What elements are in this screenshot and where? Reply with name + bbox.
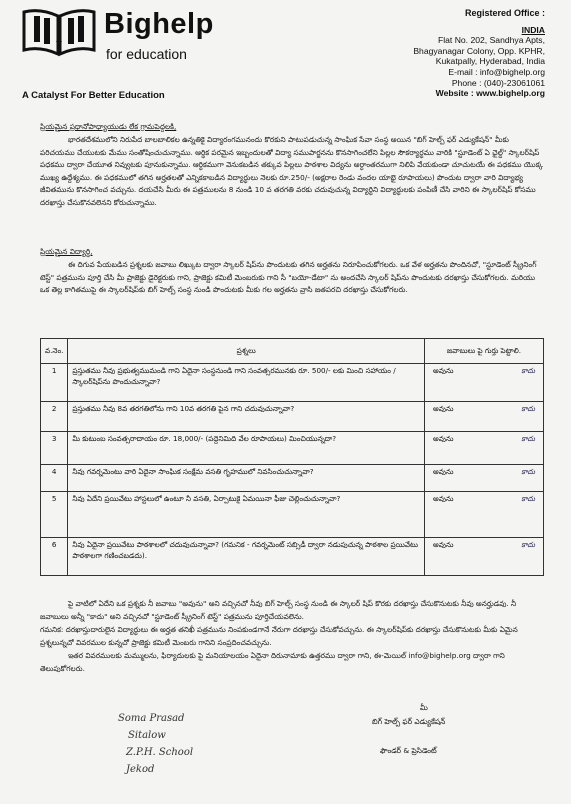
address-line1: Flat No. 202, Sandhya Apts, xyxy=(437,35,545,46)
tick-mark: కాదు xyxy=(521,434,535,443)
signature-org: బిగ్ హెల్ప్ ఫర్ ఎడ్యుకేషన్ xyxy=(372,717,446,726)
intro-paragraph: భారతదేశములోని నిరుపేద బాలబాలికల ఉన్నతికై విద్యారంగమునందు కొరకుని పాటుపడుచున్న సాంఘిక సేవా సంస్థ అయిన "బిగ్ హెల్ప్ ఫర్ ఎడ్యుకేషన్" మీకు పరిచయము చేయుటకు మేము సంతోషించుచున్నాము. ఆర్థిక పరమైన ఇబ్బందులతో విద్యా సముపార్జనను కొనసాగించలేని పిల్లల సౌకర్యార్థము వారికి "స్టూడెంట్ ఏ ఛైల్డ్" స్కాలర్‌షిప్ పధకము ద్వారా చేయూత నివ్వుటకు పూనుకున్నాము. ఆర్థికముగా వెనుకబడిన తక్కువ పిల్లలు పాఠశాల విద్యను అర్ధాంతరముగా నిలిపి వేయకుండా చూచుటయే ఈ పధకము యొక్క ముఖ్య ఉద్దేశ్యము. ఈ పధకములో తగిన అర్హతలతో ఎన్నికకాబడిన విద్యార్థులు నెలకు రూ.250/- (అక్షరాల రెండు వందల యాభై రూపాయలు) పొందుట ద్వారా వారి విద్యాభ్య జీవితమును కొనసాగించ వచ్చును. దయచేసి మీరు ఈ పత్రములను 8 నుండి 10 వ తరగతి వరకు చదువుచున్న విద్యార్థిని విద్యార్థులకు పంపిణీ చేసి వారిని ఈ స్కాలర్‌షిప్ కోసము దరఖాస్తు చేసుకొనవలెనని కోరుచున్నాము. xyxy=(40,135,544,207)
questions-table xyxy=(40,338,544,576)
handwritten-signature: Soma Prasad Sitalow Z.P.H. School Jekod xyxy=(118,713,194,775)
table-row: 3 మీ కుటుంబ సంవత్సరాదాయం రూ. 18,000/- (పద్దెనిమిది వేల రూపాయలు) మించియున్నదా? అవును కాదు xyxy=(41,432,544,465)
email: E-mail : info@bighelp.org xyxy=(448,66,545,77)
website: Website : www.bighelp.org xyxy=(435,88,545,99)
phone: Phone : (040)-23061061 xyxy=(451,77,545,88)
contact-paragraph: ఇతర వివరములకు మమ్ములను, ఫిర్యాదులకు పై మనియాలయం ఏదైనా దిరునామాకు ఉత్తరము ద్వారా గాని, ఈ-మెయిల్ info@bighelp.org ద్వారా గాని తెలుపుకోగలరు. xyxy=(40,651,505,673)
student-paragraph: ఈ దిగువ పేయబడిన ప్రశ్నలకు జవాబు లిఖ్కుట ద్వారా స్కాలర్ షిప్‌ను పొందుటకు తగిన అర్హతను నిరూపించుకోగలరు. ఒక వేళ అర్హతను పొందినచో, "స్టూడెంట్ స్క్రీనింగ్ టెస్ట్" పత్రమును పూర్తి చేసి మీ ప్రాజెక్టు డైరెక్టరుకు గాని, ప్రాజెక్టు కమిటీ మెంబరుకు గాని సీ "బయో-డేటా" ను అందచేసి స్కాలర్ షిప్‌ను పొందుటకు దరఖాస్తు చేసుకోగలరు. మరియు ఒక తెల్ల కాగితముపై ఈ స్కాలర్‌షిప్‌కు బిగ్ హెల్ప్ సంస్థ నుండి పొందుటకు మీకు గల అర్హతను వ్రాసి జతపరచి దరఖాస్తు చేసుకోగలరు. xyxy=(40,260,537,295)
tick-mark: కాదు xyxy=(521,467,535,476)
table-header-row xyxy=(41,339,544,364)
table-row: 5 నీవు ఏదేని ప్రయివేటు హాస్టలులో ఉంటూ నీ వసతి, ఏర్పాటుకై ఏమయినా ఫీజు చెల్లించుచున్నావా? అవును కాదు xyxy=(41,492,544,538)
tagline: A Catalyst For Better Education xyxy=(22,90,165,101)
table-row: 2 ప్రస్తుతము నీవు 8వ తరగతిలోను గాని 10వ తరగతి పైన గాని చదువుచున్నావా? అవును కాదు xyxy=(41,402,544,432)
question-text: నీవు గవర్నమెంటు వారి ఏదైనా సాంఘిక సంక్షేమ వసతి గృహములో నివసించుచున్నావా? xyxy=(68,465,425,492)
tick-mark: కాదు xyxy=(521,366,535,375)
address-line2: Bhagyanagar Colony, Opp. KPHR, xyxy=(413,45,545,56)
address-block xyxy=(345,8,545,99)
question-text: నీవు ఏదేని ప్రయివేటు హాస్టలులో ఉంటూ నీ వసతి, ఏర్పాటుకై ఏమయినా ఫీజు చెల్లించుచున్నావా? xyxy=(68,492,425,538)
table-row: 6 నీవు ఏదైనా ప్రయివేటు పాఠశాలలో చదువుచున్నావా? (గమనిక - గవర్నమెంట్ సబ్సిడీ ద్వారా నడుపుచున్న పాఠశాల ప్రయివేటు పాఠశాలగా గణించబడదు). అవును కాదు xyxy=(41,538,544,576)
tick-mark: కాదు xyxy=(521,494,535,503)
question-text: మీ కుటుంబ సంవత్సరాదాయం రూ. 18,000/- (పద్దెనిమిది వేల రూపాయలు) మించియున్నదా? xyxy=(68,432,425,465)
tick-mark: కాదు xyxy=(521,540,535,549)
brand-name: Bighelp xyxy=(104,8,214,40)
question-text: ప్రస్తుతము నీవు ప్రభుత్వముమండి గాని ఏదైనా సంస్థనుండి గాని సంవత్సరమునకు రూ. 500/- లకు మించి సహాయం / స్కాలర్‌షిప్‌ను పొందుచున్నావా? xyxy=(68,364,425,402)
question-text: ప్రస్తుతము నీవు 8వ తరగతిలోను గాని 10వ తరగతి పైన గాని చదువుచున్నావా? xyxy=(68,402,425,432)
note-paragraph: గమనిక: దరఖాస్తుదారులైన విద్యార్థులు ఈ అర్హత తనిఖీ పత్రమును నింపకుండగానే నేరుగా దరఖాస్తు చేసుకోవచ్చును. ఈ స్కాలర్‌షిప్‌కు దరఖాస్తు చేసుకొనుటకు మీకు ఏమైన ప్రశ్నలున్నచో వివరముల కున్నచో ప్రాజెక్టు కమిటీ మెంబరు గానిని సంప్రదించవచ్చును. xyxy=(40,625,518,647)
signature-title: ఫౌండర్ & ప్రెసిడెంట్ xyxy=(380,746,437,755)
student-greeting: ప్రియమైన విద్యార్థి, xyxy=(40,247,93,256)
signature-mark: మీ xyxy=(420,703,428,712)
book-logo-icon xyxy=(20,6,98,58)
eligibility-paragraph: పై వాటిలో ఏదేని ఒక ప్రశ్నకు నీ జవాబు "అవును" అని వచ్చినచో నీవు బిగ్ హెల్ప్ సంస్థ నుండి ఈ స్కాలర్ షిప్ కొరకు దరఖాస్తు చేసుకొనుటకు నీవు అనర్హుడవు. నీ జవాబులు అన్నీ "కాదు" అని వచ్చినచో "స్టూడెంట్ స్క్రీనింగ్ టెస్ట్" పత్రమును పూర్తిచేయవలెను. xyxy=(40,599,517,621)
tick-mark: కాదు xyxy=(521,404,535,413)
question-text: నీవు ఏదైనా ప్రయివేటు పాఠశాలలో చదువుచున్నావా? (గమనిక - గవర్నమెంట్ సబ్సిడీ ద్వారా నడుపుచున్న పాఠశాల ప్రయివేటు పాఠశాలగా గణించబడదు). xyxy=(68,538,425,576)
address-line3: Kukatpally, Hyderabad, India xyxy=(435,56,545,67)
office-heading: Registered Office : xyxy=(464,8,545,18)
col-questions: ప్రశ్నలు xyxy=(68,339,425,364)
col-answers: జవాబులు పై గుర్తు పెట్టాలి. xyxy=(425,339,544,364)
col-number: వ.నెం. xyxy=(41,339,68,364)
salutation: ప్రియమైన ప్రధానోపాధ్యాయుడు లేక గ్రామపెద్దలకి, xyxy=(40,122,177,131)
table-row: 1 ప్రస్తుతము నీవు ప్రభుత్వముమండి గాని ఏదైనా సంస్థనుండి గాని సంవత్సరమునకు రూ. 500/- లకు మించి సహాయం / స్కాలర్‌షిప్‌ను పొందుచున్నావా? అవును కాదు xyxy=(41,364,544,402)
brand-subtitle: for education xyxy=(106,46,187,62)
table-row: 4 నీవు గవర్నమెంటు వారి ఏదైనా సాంఘిక సంక్షేమ వసతి గృహములో నివసించుచున్నావా? అవును కాదు xyxy=(41,465,544,492)
country: INDIA xyxy=(521,24,545,35)
